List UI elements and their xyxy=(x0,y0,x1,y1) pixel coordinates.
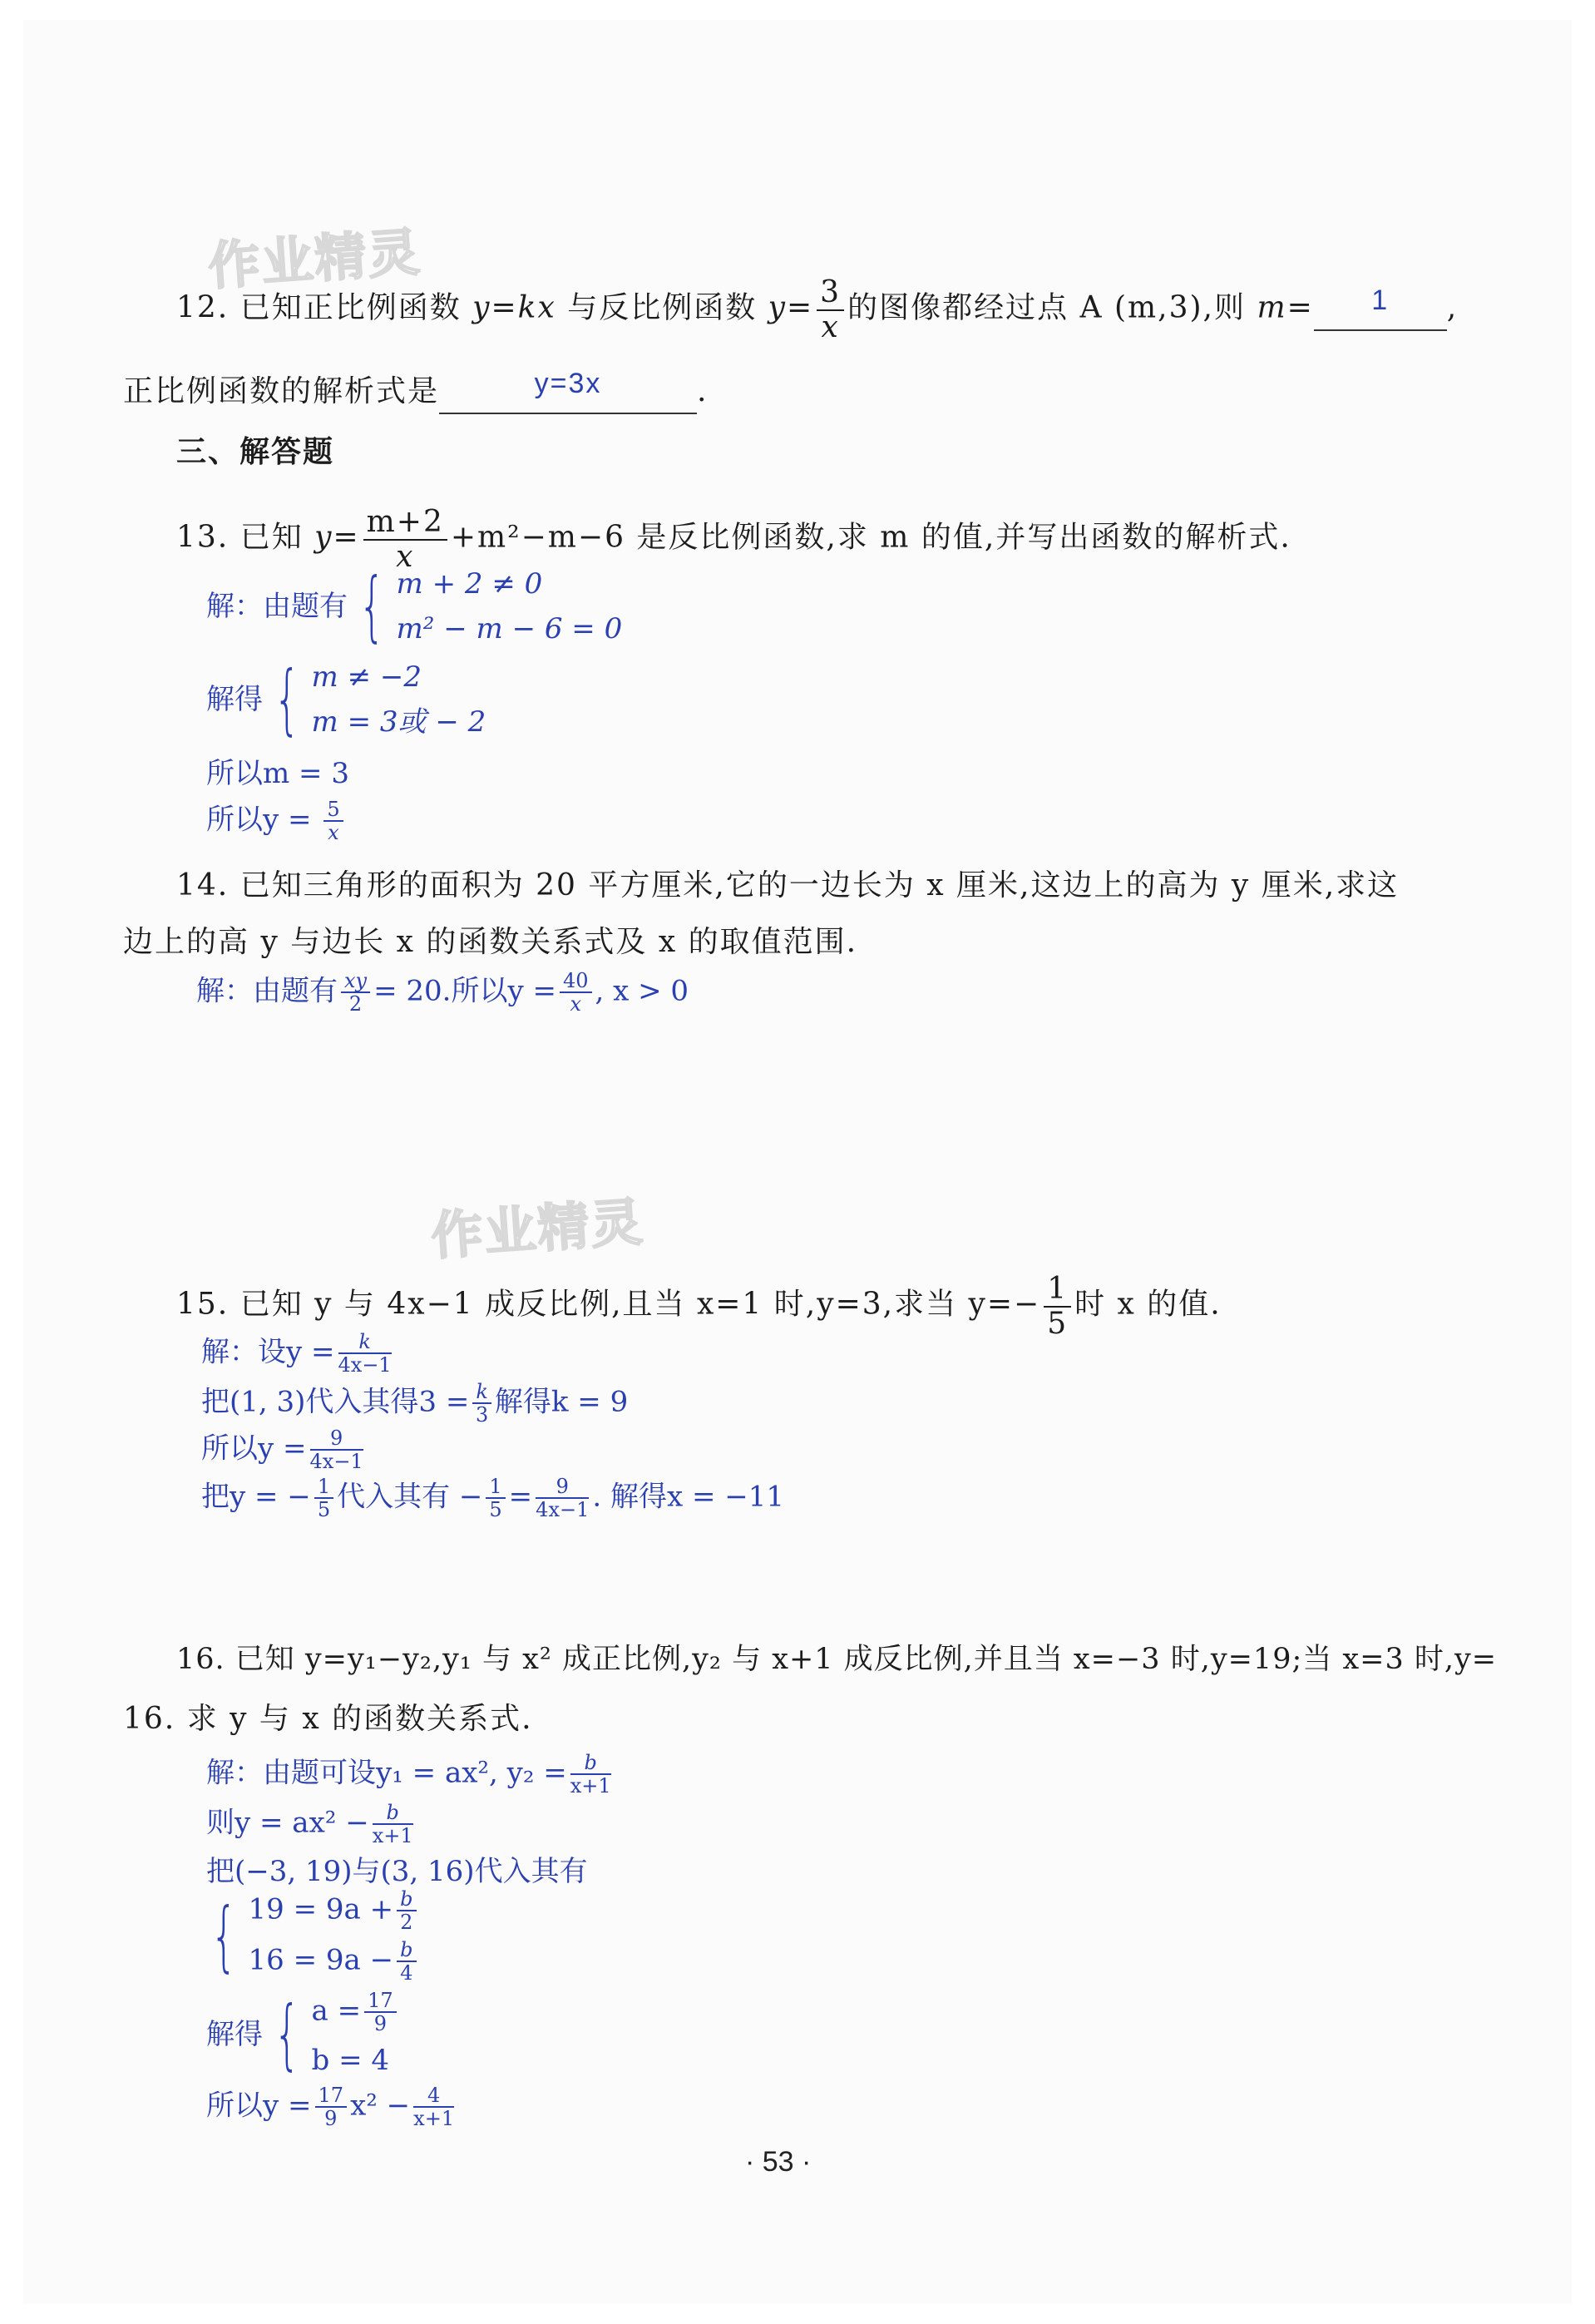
q13-solved-label: 解得 xyxy=(206,683,263,716)
q12-text: 的图像都经过点 xyxy=(847,290,1080,325)
q14-line1: 14. 已知三角形的面积为 20 平方厘米,它的一边长为 x 厘米,这边上的高为 y 厘米,求这 xyxy=(176,868,1400,902)
q13-solution-system1: 解：由题有 { m + 2 ≠ 0 m² − m − 6 = 0 xyxy=(206,561,623,650)
q13-fraction: $\frac{m+2}{x}$ xyxy=(363,506,447,573)
q13-result1: m ≠ −2 xyxy=(311,660,422,694)
q13-text: 13. 已知 xyxy=(176,520,315,555)
q15-step4: 把y = − $\frac{1}{5}$ 代入其有 − $\frac{1}{5}$ = $\frac{9}{4x-1}$ . 解得x = −11 xyxy=(201,1475,785,1522)
q13-eq2: m² − m − 6 = 0 xyxy=(396,612,623,645)
q16-final: 所以y = $\frac{17}{9}$ x² − $\frac{4}{x+1}$ xyxy=(206,2084,455,2131)
q12-text: 12. 已知正比例函数 xyxy=(176,290,473,325)
q12-line2-text: 正比例函数的解析式是 xyxy=(123,374,440,408)
q13-stem: 13. 已知 y= $\frac{m+2}{x}$ +m²−m−6 是反比例函数,求 m 的值,并写出函数的解析式. xyxy=(176,505,1291,574)
q12-point: A (m,3) xyxy=(1079,290,1203,325)
q12-text: ,则 xyxy=(1202,290,1257,325)
q15-stem: 15. 已知 y 与 4x−1 成反比例,且当 x=1 时,y=3,求当 y=− $\frac{1}{5}$ 时 x 的值. xyxy=(176,1272,1222,1341)
q13-conclusion-y: 所以y = $\frac{5}{x}$ xyxy=(206,799,347,844)
q12-line1: 12. 已知正比例函数 y=kx 与反比例函数 y= $\frac{3}{x}$ 的图像都经过点 A (m,3),则 m= 1 , xyxy=(176,275,1459,344)
q16-system1: { 19 = 9a + $\frac{b}{2}$ 16 = 9a − $\frac{b}{4}$ xyxy=(200,1888,420,1985)
q13-eq1: m + 2 ≠ 0 xyxy=(396,567,543,601)
q12-text: 与反比例函数 xyxy=(556,290,768,325)
q16-system2: 解得 { a = $\frac{17}{9}$ b = 4 xyxy=(206,1990,400,2080)
q15-step3: 所以y = $\frac{9}{4x-1}$ xyxy=(201,1427,363,1474)
section-title: 三、解答题 xyxy=(176,434,335,469)
q12-m: m= xyxy=(1257,290,1314,325)
q13-solution-label: 解：由题有 xyxy=(206,590,348,623)
q15-step1: 解：设y = $\frac{k}{4x-1}$ xyxy=(201,1330,392,1377)
q13-result2: m = 3或 − 2 xyxy=(311,705,486,739)
q12-line2: 正比例函数的解析式是 y=3x . xyxy=(123,371,708,414)
q16-line1: 16. 已知 y=y₁−y₂,y₁ 与 x² 成正比例,y₂ 与 x+1 成反比例,并且当 x=−3 时,y=19;当 x=3 时,y= xyxy=(176,1643,1498,1676)
q14-line2: 边上的高 y 与边长 x 的函数关系式及 x 的取值范围. xyxy=(123,925,858,959)
page-number: · 53 · xyxy=(745,2146,812,2178)
q15-step2: 把(1, 3)代入其得3 = $\frac{k}{3}$ 解得k = 9 xyxy=(201,1380,629,1427)
q12-fraction: $\frac{3}{x}$ xyxy=(817,276,844,344)
watermark-middle: 作业精灵 xyxy=(429,1191,646,1267)
q13-solution-system2: 解得 { m ≠ −2 m = 3或 − 2 xyxy=(206,655,486,744)
q16-step1: 解：由题可设y₁ = ax², y₂ = $\frac{b}{x+1}$ xyxy=(206,1751,611,1798)
q12-answer-blank-2: y=3x xyxy=(439,371,697,414)
q13-conclusion-m: 所以m = 3 xyxy=(206,757,349,790)
q13-text: +m²−m−6 是反比例函数,求 m 的值,并写出函数的解析式. xyxy=(450,520,1291,555)
watermark-top: 作业精灵 xyxy=(206,221,423,297)
q16-step3: 把(−3, 19)与(3, 16)代入其有 xyxy=(206,1855,588,1888)
q16-line2: 16. 求 y 与 x 的函数关系式. xyxy=(123,1702,533,1736)
q14-solution: 解：由题有 $\frac{xy}{2}$ = 20.所以y = $\frac{40}{x}$ , x > 0 xyxy=(196,969,689,1016)
q12-answer-blank-1: 1 xyxy=(1314,288,1447,331)
q16-step2: 则y = ax² − $\frac{b}{x+1}$ xyxy=(206,1801,413,1848)
